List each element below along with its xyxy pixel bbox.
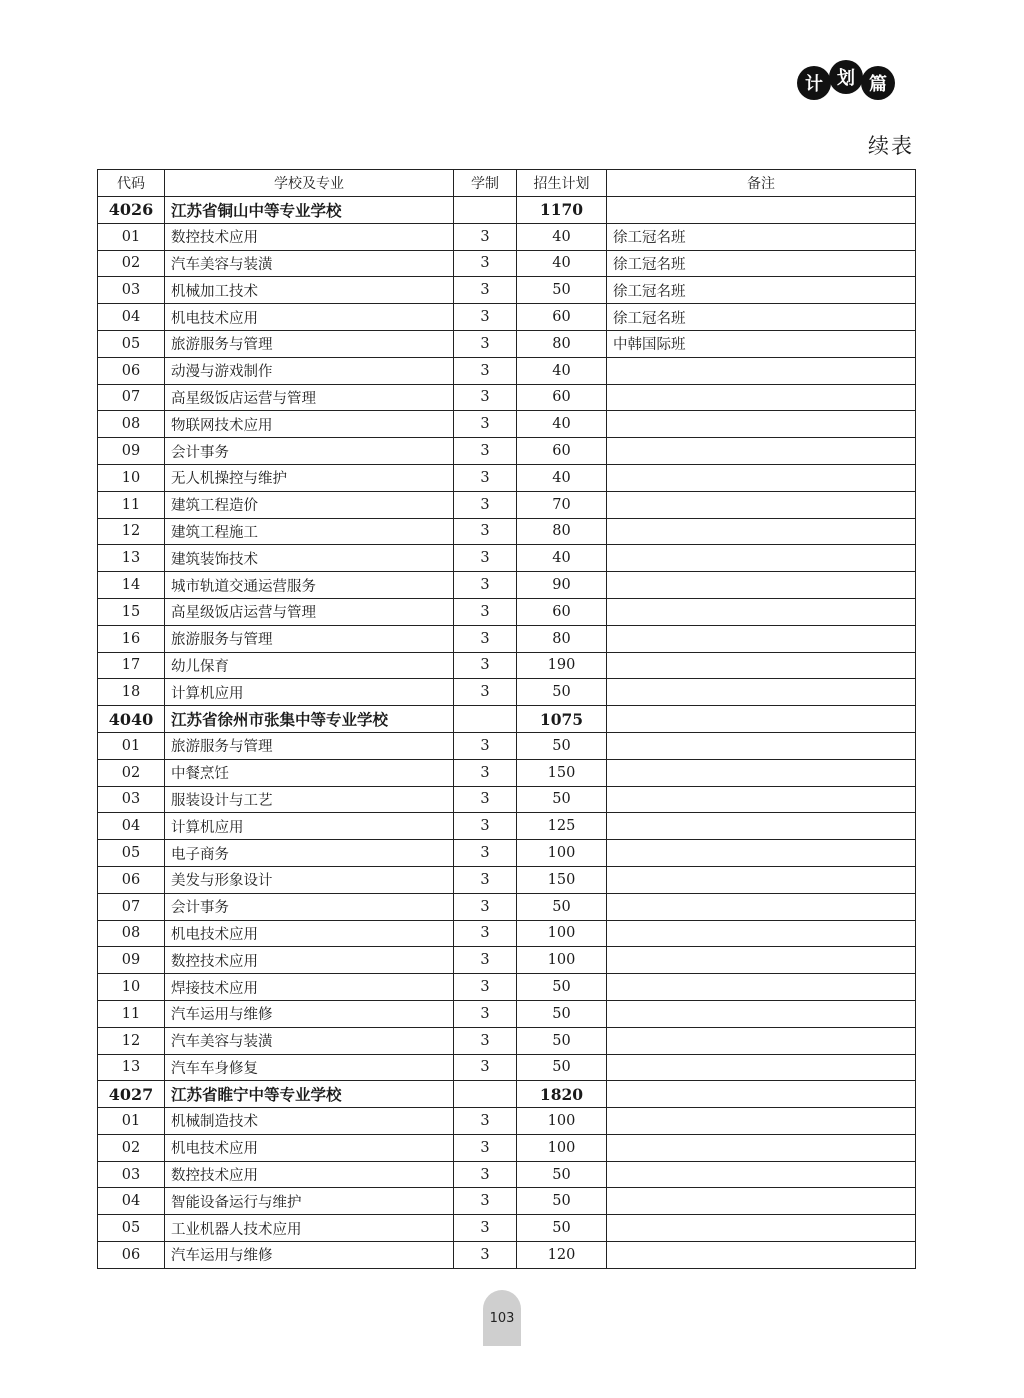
school-row: [98, 197, 916, 224]
cell-code: 4040: [98, 706, 165, 733]
cell-note: [607, 357, 916, 384]
header-note: 备注: [607, 170, 916, 197]
cell-code: 09: [98, 947, 165, 974]
cell-plan: 100: [517, 840, 607, 867]
cell-code: 17: [98, 652, 165, 679]
cell-code: 4027: [98, 1081, 165, 1108]
cell-plan: 50: [517, 786, 607, 813]
cell-note: [607, 947, 916, 974]
table-row: [98, 625, 916, 652]
cell-note: [607, 572, 916, 599]
cell-plan: 40: [517, 545, 607, 572]
cell-plan: 90: [517, 572, 607, 599]
table-row: [98, 572, 916, 599]
cell-plan: 125: [517, 813, 607, 840]
cell-years: [454, 197, 517, 224]
cell-note: 徐工冠名班: [607, 277, 916, 304]
cell-plan: 150: [517, 759, 607, 786]
cell-note: [607, 679, 916, 706]
cell-note: [607, 518, 916, 545]
cell-name: 幼儿保育: [165, 652, 454, 679]
cell-years: 3: [454, 357, 517, 384]
cell-code: 16: [98, 625, 165, 652]
cell-years: 3: [454, 411, 517, 438]
table-row: [98, 223, 916, 250]
cell-code: 02: [98, 1134, 165, 1161]
cell-years: 3: [454, 1161, 517, 1188]
cell-plan: 1820: [517, 1081, 607, 1108]
table-row: [98, 1054, 916, 1081]
table-row: [98, 384, 916, 411]
cell-name: 数控技术应用: [165, 223, 454, 250]
header-code: 代码: [98, 170, 165, 197]
cell-name: 旅游服务与管理: [165, 330, 454, 357]
cell-code: 04: [98, 813, 165, 840]
cell-note: [607, 786, 916, 813]
cell-note: 徐工冠名班: [607, 223, 916, 250]
cell-plan: 50: [517, 974, 607, 1001]
cell-code: 13: [98, 1054, 165, 1081]
table-header-row: [98, 170, 916, 197]
cell-years: 3: [454, 598, 517, 625]
cell-plan: 50: [517, 1054, 607, 1081]
cell-plan: 40: [517, 223, 607, 250]
cell-plan: 50: [517, 893, 607, 920]
cell-name: 高星级饭店运营与管理: [165, 384, 454, 411]
cell-code: 05: [98, 1215, 165, 1242]
table-row: [98, 250, 916, 277]
cell-name: 计算机应用: [165, 813, 454, 840]
cell-code: 01: [98, 223, 165, 250]
cell-code: 04: [98, 304, 165, 331]
cell-code: 03: [98, 1161, 165, 1188]
table-row: [98, 893, 916, 920]
cell-note: [607, 893, 916, 920]
cell-name: 汽车美容与装潢: [165, 1027, 454, 1054]
cell-code: 11: [98, 1000, 165, 1027]
cell-code: 11: [98, 491, 165, 518]
cell-code: 04: [98, 1188, 165, 1215]
cell-years: 3: [454, 491, 517, 518]
cell-note: [607, 464, 916, 491]
cell-name: 江苏省徐州市张集中等专业学校: [165, 706, 454, 733]
cell-name: 数控技术应用: [165, 947, 454, 974]
cell-name: 建筑装饰技术: [165, 545, 454, 572]
cell-name: 汽车车身修复: [165, 1054, 454, 1081]
cell-years: 3: [454, 1027, 517, 1054]
cell-name: 物联网技术应用: [165, 411, 454, 438]
cell-note: 徐工冠名班: [607, 250, 916, 277]
cell-code: 06: [98, 866, 165, 893]
table-row: [98, 357, 916, 384]
cell-years: 3: [454, 813, 517, 840]
cell-plan: 50: [517, 1161, 607, 1188]
cell-years: 3: [454, 1054, 517, 1081]
table-row: [98, 304, 916, 331]
cell-name: 数控技术应用: [165, 1161, 454, 1188]
cell-name: 旅游服务与管理: [165, 625, 454, 652]
cell-plan: 1075: [517, 706, 607, 733]
cell-plan: 50: [517, 732, 607, 759]
cell-note: [607, 1027, 916, 1054]
cell-years: 3: [454, 1188, 517, 1215]
cell-plan: 50: [517, 1027, 607, 1054]
table-row: [98, 545, 916, 572]
cell-years: 3: [454, 545, 517, 572]
cell-plan: 120: [517, 1242, 607, 1269]
cell-note: [607, 706, 916, 733]
cell-plan: 60: [517, 304, 607, 331]
cell-name: 机电技术应用: [165, 920, 454, 947]
cell-years: [454, 706, 517, 733]
cell-plan: 150: [517, 866, 607, 893]
table-row: [98, 947, 916, 974]
cell-years: 3: [454, 1134, 517, 1161]
cell-code: 15: [98, 598, 165, 625]
table-row: [98, 330, 916, 357]
cell-years: 3: [454, 866, 517, 893]
cell-plan: 100: [517, 1108, 607, 1135]
cell-plan: 100: [517, 947, 607, 974]
table-row: [98, 598, 916, 625]
cell-code: 18: [98, 679, 165, 706]
cell-note: [607, 197, 916, 224]
cell-name: 江苏省睢宁中等专业学校: [165, 1081, 454, 1108]
cell-note: [607, 384, 916, 411]
table-row: [98, 1215, 916, 1242]
cell-note: [607, 732, 916, 759]
table-row: [98, 491, 916, 518]
cell-years: 3: [454, 518, 517, 545]
cell-plan: 50: [517, 1188, 607, 1215]
cell-note: 中韩国际班: [607, 330, 916, 357]
cell-plan: 60: [517, 598, 607, 625]
school-row: [98, 706, 916, 733]
cell-years: 3: [454, 304, 517, 331]
table-row: [98, 1134, 916, 1161]
table-row: [98, 277, 916, 304]
cell-years: 3: [454, 1000, 517, 1027]
cell-name: 无人机操控与维护: [165, 464, 454, 491]
table-row: [98, 1188, 916, 1215]
cell-years: 3: [454, 464, 517, 491]
cell-note: [607, 866, 916, 893]
table-row: [98, 652, 916, 679]
cell-plan: 80: [517, 518, 607, 545]
cell-code: 13: [98, 545, 165, 572]
cell-note: [607, 1161, 916, 1188]
cell-note: [607, 1134, 916, 1161]
cell-name: 汽车美容与装潢: [165, 250, 454, 277]
cell-years: 3: [454, 277, 517, 304]
cell-note: [607, 813, 916, 840]
page-number: 103: [483, 1290, 521, 1346]
cell-name: 江苏省铜山中等专业学校: [165, 197, 454, 224]
cell-note: [607, 1054, 916, 1081]
cell-name: 机械加工技术: [165, 277, 454, 304]
cell-name: 城市轨道交通运营服务: [165, 572, 454, 599]
cell-note: [607, 1215, 916, 1242]
cell-name: 动漫与游戏制作: [165, 357, 454, 384]
cell-name: 机械制造技术: [165, 1108, 454, 1135]
table-row: [98, 1108, 916, 1135]
cell-plan: 50: [517, 1215, 607, 1242]
cell-plan: 70: [517, 491, 607, 518]
section-logo: [797, 60, 897, 102]
table-row: [98, 438, 916, 465]
cell-code: 12: [98, 1027, 165, 1054]
cell-name: 机电技术应用: [165, 1134, 454, 1161]
table-row: [98, 920, 916, 947]
cell-code: 08: [98, 411, 165, 438]
table-row: [98, 464, 916, 491]
cell-code: 01: [98, 732, 165, 759]
cell-plan: 100: [517, 920, 607, 947]
cell-note: [607, 759, 916, 786]
cell-years: 3: [454, 893, 517, 920]
table-row: [98, 840, 916, 867]
cell-years: 3: [454, 786, 517, 813]
cell-name: 建筑工程造价: [165, 491, 454, 518]
cell-name: 高星级饭店运营与管理: [165, 598, 454, 625]
cell-plan: 40: [517, 357, 607, 384]
cell-years: 3: [454, 572, 517, 599]
cell-note: [607, 625, 916, 652]
cell-years: 3: [454, 947, 517, 974]
cell-name: 服装设计与工艺: [165, 786, 454, 813]
table-row: [98, 518, 916, 545]
cell-code: 10: [98, 974, 165, 1001]
cell-code: 4026: [98, 197, 165, 224]
cell-years: 3: [454, 384, 517, 411]
cell-plan: 100: [517, 1134, 607, 1161]
cell-note: [607, 1188, 916, 1215]
cell-plan: 1170: [517, 197, 607, 224]
cell-years: 3: [454, 330, 517, 357]
cell-name: 中餐烹饪: [165, 759, 454, 786]
cell-plan: 40: [517, 464, 607, 491]
cell-code: 02: [98, 250, 165, 277]
cell-name: 计算机应用: [165, 679, 454, 706]
cell-name: 机电技术应用: [165, 304, 454, 331]
cell-code: 07: [98, 384, 165, 411]
cell-note: [607, 545, 916, 572]
cell-code: 14: [98, 572, 165, 599]
cell-code: 01: [98, 1108, 165, 1135]
cell-name: 工业机器人技术应用: [165, 1215, 454, 1242]
table-row: [98, 679, 916, 706]
cell-note: [607, 1081, 916, 1108]
cell-code: 03: [98, 786, 165, 813]
cell-note: 徐工冠名班: [607, 304, 916, 331]
cell-years: 3: [454, 1215, 517, 1242]
cell-years: 3: [454, 1108, 517, 1135]
logo-char-1: 计: [797, 66, 831, 100]
cell-plan: 80: [517, 625, 607, 652]
cell-plan: 190: [517, 652, 607, 679]
cell-name: 焊接技术应用: [165, 974, 454, 1001]
cell-years: 3: [454, 652, 517, 679]
table-body: [98, 197, 916, 1269]
cell-note: [607, 920, 916, 947]
cell-plan: 50: [517, 1000, 607, 1027]
cell-note: [607, 840, 916, 867]
cell-note: [607, 491, 916, 518]
cell-code: 06: [98, 1242, 165, 1269]
table-row: [98, 732, 916, 759]
cell-code: 07: [98, 893, 165, 920]
cell-plan: 60: [517, 384, 607, 411]
continued-label: 续表: [868, 134, 914, 158]
cell-years: 3: [454, 250, 517, 277]
cell-code: 05: [98, 330, 165, 357]
header-plan: 招生计划: [517, 170, 607, 197]
cell-note: [607, 438, 916, 465]
cell-code: 02: [98, 759, 165, 786]
cell-code: 05: [98, 840, 165, 867]
cell-plan: 80: [517, 330, 607, 357]
header-school-major: 学校及专业: [165, 170, 454, 197]
cell-note: [607, 1242, 916, 1269]
cell-years: 3: [454, 1242, 517, 1269]
table-row: [98, 1161, 916, 1188]
cell-note: [607, 598, 916, 625]
school-row: [98, 1081, 916, 1108]
header-years: 学制: [454, 170, 517, 197]
cell-years: 3: [454, 840, 517, 867]
logo-char-3: 篇: [861, 66, 895, 100]
table-row: [98, 866, 916, 893]
cell-name: 电子商务: [165, 840, 454, 867]
cell-code: 08: [98, 920, 165, 947]
cell-years: [454, 1081, 517, 1108]
cell-plan: 50: [517, 679, 607, 706]
cell-years: 3: [454, 223, 517, 250]
cell-name: 会计事务: [165, 438, 454, 465]
cell-years: 3: [454, 920, 517, 947]
cell-name: 会计事务: [165, 893, 454, 920]
cell-years: 3: [454, 759, 517, 786]
cell-code: 12: [98, 518, 165, 545]
cell-note: [607, 974, 916, 1001]
cell-note: [607, 1108, 916, 1135]
cell-code: 09: [98, 438, 165, 465]
cell-name: 美发与形象设计: [165, 866, 454, 893]
table-row: [98, 813, 916, 840]
enrollment-table: [97, 169, 916, 1269]
table-row: [98, 974, 916, 1001]
cell-years: 3: [454, 438, 517, 465]
table-row: [98, 1242, 916, 1269]
cell-years: 3: [454, 732, 517, 759]
cell-code: 06: [98, 357, 165, 384]
cell-years: 3: [454, 974, 517, 1001]
cell-note: [607, 652, 916, 679]
table-row: [98, 1027, 916, 1054]
table-row: [98, 411, 916, 438]
cell-plan: 50: [517, 277, 607, 304]
cell-name: 旅游服务与管理: [165, 732, 454, 759]
logo-char-2: 划: [829, 60, 863, 94]
cell-code: 03: [98, 277, 165, 304]
cell-years: 3: [454, 679, 517, 706]
cell-name: 建筑工程施工: [165, 518, 454, 545]
cell-code: 10: [98, 464, 165, 491]
cell-plan: 40: [517, 250, 607, 277]
cell-note: [607, 411, 916, 438]
table-row: [98, 1000, 916, 1027]
cell-note: [607, 1000, 916, 1027]
cell-plan: 40: [517, 411, 607, 438]
table-row: [98, 786, 916, 813]
cell-name: 汽车运用与维修: [165, 1242, 454, 1269]
cell-name: 智能设备运行与维护: [165, 1188, 454, 1215]
cell-name: 汽车运用与维修: [165, 1000, 454, 1027]
table-row: [98, 759, 916, 786]
cell-plan: 60: [517, 438, 607, 465]
cell-years: 3: [454, 625, 517, 652]
